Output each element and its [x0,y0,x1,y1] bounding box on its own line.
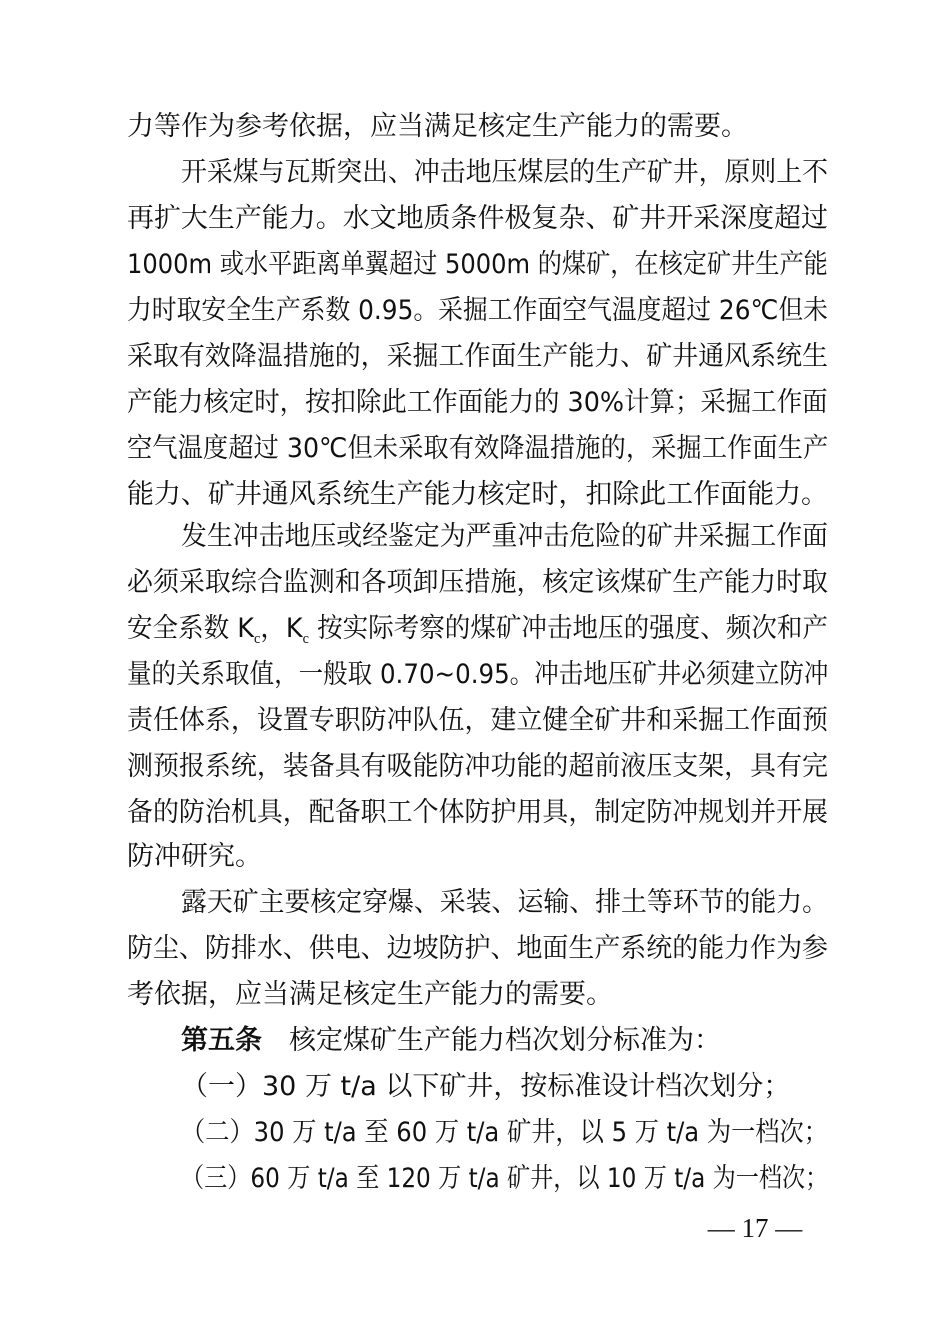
text-segment: 安全系数 K [127,613,255,644]
paragraph-line: 力时取安全生产系数 0.95。采掘工作面空气温度超过 26℃但未 [127,295,828,326]
paragraph-line: 责任体系，设置专职防冲队伍，建立健全矿井和采掘工作面预 [127,705,828,736]
paragraph-line: 测预报系统，装备具有吸能防冲功能的超前液压支架，具有完 [127,751,828,782]
article-heading: 第五条 [181,1025,262,1056]
list-item: （三）60 万 t/a 至 120 万 t/a 矿井，以 10 万 t/a 为一档次； [181,1163,829,1194]
paragraph-line: 1000m 或水平距离单翼超过 5000m 的煤矿，在核定矿井生产能 [127,249,828,280]
paragraph-line: 露天矿主要核定穿爆、采装、运输、排土等环节的能力。 [181,887,828,918]
paragraph-line: 开采煤与瓦斯突出、冲击地压煤层的生产矿井，原则上不 [181,157,828,188]
subscript: c [254,631,261,647]
paragraph-line: 再扩大生产能力。水文地质条件极复杂、矿井开采深度超过 [127,203,828,234]
paragraph-line: 备的防治机具，配备职工个体防护用具，制定防冲规划并开展 [127,797,828,828]
text-segment: 按实际考察的煤矿冲击地压的强度、频次和产 [308,613,828,644]
list-item: （一）30 万 t/a 以下矿井，按标准设计档次划分； [181,1071,791,1102]
paragraph-line-with-subscripts [127,609,828,649]
paragraph-line: 力等作为参考依据，应当满足核定生产能力的需要。 [127,111,748,142]
paragraph-line: 考依据，应当满足核定生产能力的需要。 [127,979,613,1010]
paragraph-line: 防尘、防排水、供电、边坡防护、地面生产系统的能力作为参 [127,933,828,964]
paragraph-line: 能力、矿井通风系统生产能力核定时，扣除此工作面能力。 [127,479,828,510]
article-text: 核定煤矿生产能力档次划分标准为： [262,1025,721,1056]
paragraph-line: 空气温度超过 30℃但未采取有效降温措施的，采掘工作面生产 [127,433,829,464]
paragraph-line: 采取有效降温措施的，采掘工作面生产能力、矿井通风系统生 [127,341,828,372]
page-number: — 17 — [707,1213,803,1243]
paragraph-line: 防冲研究。 [127,841,262,872]
article-line [181,1021,721,1061]
subscript: c [302,631,309,647]
text-segment: ，K [260,613,303,644]
paragraph-line: 产能力核定时，按扣除此工作面能力的 30%计算；采掘工作面 [127,387,828,418]
paragraph-line: 发生冲击地压或经鉴定为严重冲击危险的矿井采掘工作面 [181,521,828,552]
paragraph-line: 量的关系取值，一般取 0.70~0.95。冲击地压矿井必须建立防冲 [127,659,829,690]
paragraph-line: 必须采取综合监测和各项卸压措施，核定该煤矿生产能力时取 [127,567,828,598]
list-item: （二）30 万 t/a 至 60 万 t/a 矿井，以 5 万 t/a 为一档次； [181,1117,828,1148]
